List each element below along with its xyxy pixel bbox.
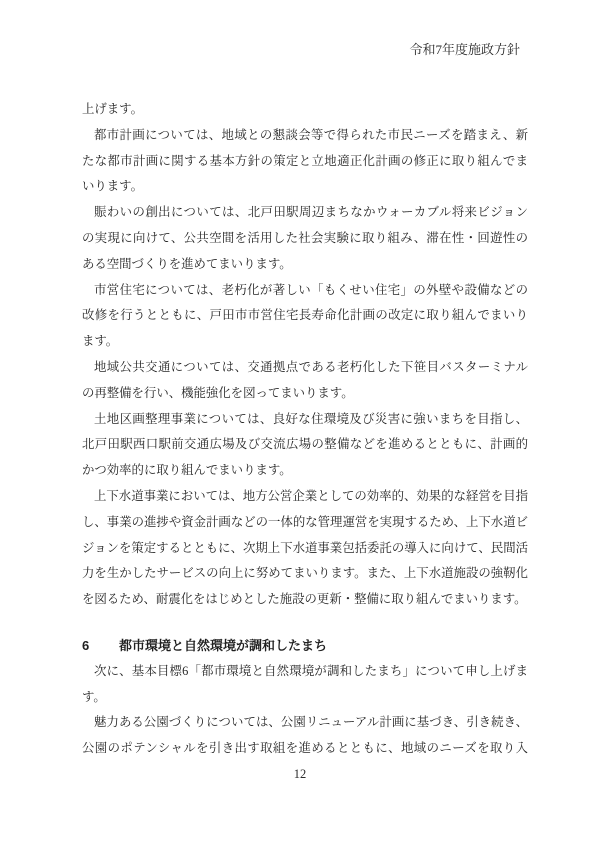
body-paragraph [82, 200, 528, 277]
text-line: の実現に向けて、公共空間を活用した社会実験に取り組み、滞在性・回遊性の [82, 230, 528, 245]
text-line: を図るため、耐震化をはじめとした施設の更新・整備に取り組んでまいります。 [82, 592, 527, 607]
body-section-before-heading [82, 97, 528, 613]
body-paragraph [82, 355, 528, 407]
text-line: の再整備を行い、機能強化を図ってまいります。 [82, 385, 354, 400]
text-line: ジョンを策定するとともに、次期上下水道事業包括委託の導入に向けて、民間活 [82, 540, 528, 555]
text-line: 上げます。 [82, 102, 143, 116]
text-line: 地域公共交通については、交通拠点である老朽化した下笹目バスターミナル [94, 359, 528, 374]
section-heading-title: 都市環境と自然環境が調和したまち [119, 637, 328, 653]
text-line: たな都市計画に関する基本方針の策定と立地適正化計画の修正に取り組んでま [82, 153, 528, 168]
page-number: 12 [293, 767, 307, 781]
body-paragraph [82, 710, 528, 762]
text-line: かつ効率的に取り組んでまいります。 [82, 463, 292, 478]
text-line: 土地区画整理事業については、良好な住環境及び災害に強いまちを目指し、 [94, 411, 528, 426]
text-line: 上下水道事業においては、地方公営企業としての効率的、効果的な経営を目指 [94, 488, 528, 503]
body-paragraph [82, 484, 528, 613]
body-paragraph [82, 407, 528, 484]
body-paragraph [82, 97, 528, 123]
document-header: 令和7年度施政方針 [409, 42, 520, 57]
text-line: ある空間づくりを進めてまいります。 [82, 256, 292, 271]
text-line: し、事業の進捗や資金計画などの一体的な管理運営を実現するため、上下水道ビ [82, 514, 528, 529]
body-paragraph [82, 278, 528, 355]
text-line: 都市計画については、地域との懇談会等で得られた市民ニーズを踏まえ、新 [94, 127, 528, 142]
section-heading-number: 6 [82, 637, 90, 653]
text-line: 公園のポテンシャルを引き出す取組を進めるとともに、地域のニーズを取り入 [82, 741, 528, 756]
text-line: 改修を行うとともに、戸田市市営住宅長寿命化計画の改定に取り組んでまいり [82, 308, 528, 323]
text-line: 次に、基本目標6「都市環境と自然環境が調和したまち」について申し上げま [94, 663, 528, 678]
body-paragraph [82, 659, 528, 711]
text-line: いります。 [82, 179, 143, 194]
text-line: す。 [82, 689, 106, 704]
body-section-after-heading [82, 659, 528, 762]
text-line: 魅力ある公園づくりについては、公園リニューアル計画に基づき、引き続き、 [94, 715, 528, 730]
document-body [82, 97, 528, 762]
body-paragraph [82, 123, 528, 200]
text-line: 市営住宅については、老朽化が著しい「もくせい住宅」の外壁や設備などの [94, 282, 528, 297]
text-line: 力を生かしたサービスの向上に努めてまいります。また、上下水道施設の強靭化 [82, 566, 528, 581]
text-line: ます。 [82, 334, 119, 349]
section-heading [82, 633, 528, 659]
text-line: 北戸田駅西口駅前交通広場及び交流広場の整備などを進めるとともに、計画的 [82, 437, 528, 452]
text-line: 賑わいの創出については、北戸田駅周辺まちなかウォーカブル将来ビジョン [94, 205, 528, 220]
